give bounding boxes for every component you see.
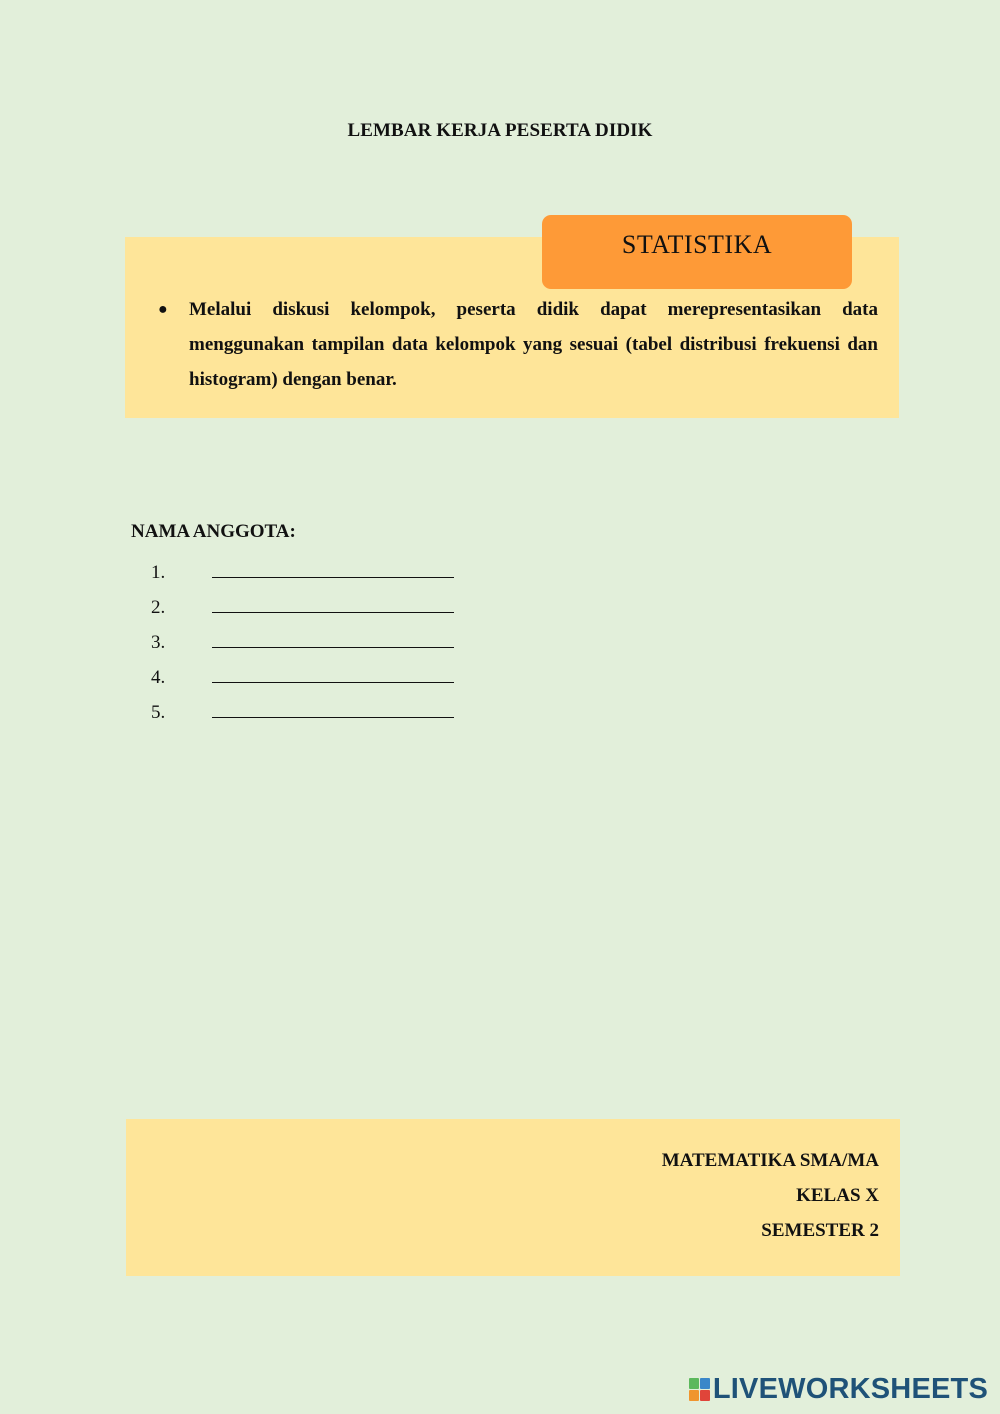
objective-list [158,292,878,397]
member-number: 4. [151,667,166,688]
member-row [151,623,454,658]
member-list [151,553,454,728]
footer-semester: SEMESTER 2 [761,1220,879,1241]
member-number: 3. [151,632,166,653]
bullet-icon: ● [158,301,168,318]
footer-panel [126,1119,900,1276]
footer-info [662,1143,879,1248]
member-name-blank[interactable] [212,553,454,578]
members-heading: NAMA ANGGOTA: [131,521,296,542]
member-number: 5. [151,702,166,723]
member-row [151,693,454,728]
member-number: 2. [151,597,166,618]
objective-item [158,292,878,397]
member-number: 1. [151,562,166,583]
member-row [151,658,454,693]
member-row [151,588,454,623]
member-row [151,553,454,588]
liveworksheets-logo-icon [689,1378,710,1401]
member-name-blank[interactable] [212,693,454,718]
member-name-blank[interactable] [212,588,454,613]
member-name-blank[interactable] [212,658,454,683]
topic-tab: STATISTIKA [542,215,852,289]
footer-subject: MATEMATIKA SMA/MA [661,1150,879,1171]
footer-grade: KELAS X [796,1185,879,1206]
brand-name: LIVEWORKSHEETS [712,1373,988,1405]
member-name-blank[interactable] [212,623,454,648]
objective-text: Melalui diskusi kelompok, peserta didik dapat merepresentasikan data menggunakan tampilan data kelompok yang sesuai (tabel distribusi frekuensi dan histogram) dengan benar. [189,299,878,390]
page-title: LEMBAR KERJA PESERTA DIDIK [347,120,653,141]
brand-logo[interactable] [689,1373,988,1406]
